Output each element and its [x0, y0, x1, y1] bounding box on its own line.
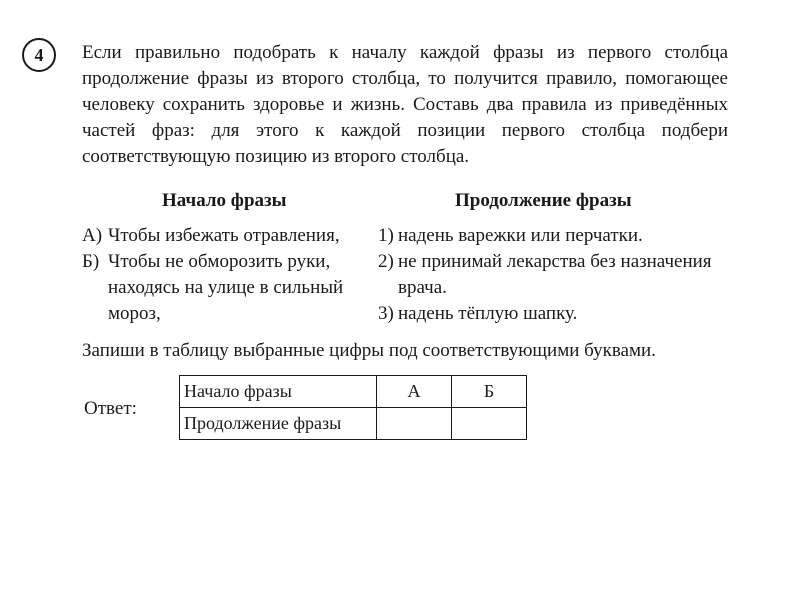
- answer-table: [179, 375, 527, 440]
- row-label-start: Начало фразы: [180, 376, 377, 408]
- right-item-2: [378, 249, 738, 301]
- row-label-continuation: Продолжение фразы: [180, 408, 377, 440]
- right-column-list: [378, 223, 738, 327]
- right-item-marker: 3): [378, 303, 394, 324]
- left-item-marker: А): [82, 225, 103, 246]
- right-item-text: надень тёплую шапку.: [398, 303, 578, 324]
- right-item-3: [378, 301, 738, 327]
- right-item-marker: 2): [378, 251, 394, 272]
- column-header-b: Б: [452, 376, 527, 408]
- left-column-list: [82, 223, 372, 327]
- column-header-a: А: [377, 376, 452, 408]
- task-text: Если правильно подобрать к началу каждой фразы из первого столбца продолжение фразы из второго столбца, то получится правило, помогающее человеку сохранить здоровье и жизнь. Составь два правила из приведённых частей фраз: для этого к каждой позиции первого столбца подбери соответствующую позицию из второго столбца.: [82, 42, 728, 167]
- left-item-text: Чтобы избежать отравления,: [108, 225, 340, 246]
- right-item-text: не принимай лекарства без назначения врача.: [398, 251, 712, 298]
- question-number: 4: [34, 44, 44, 65]
- left-item-b: [82, 249, 372, 327]
- answer-table-row: [180, 408, 527, 440]
- answer-label: Ответ:: [84, 398, 137, 419]
- left-item-text: Чтобы не обморозить руки, находясь на улице в сильный мороз,: [108, 251, 344, 324]
- left-item-a: [82, 223, 372, 249]
- right-item-marker: 1): [378, 225, 394, 246]
- question-number-badge: [22, 38, 56, 72]
- answer-cell-b[interactable]: [452, 408, 527, 440]
- right-item-1: [378, 223, 738, 249]
- left-item-marker: Б): [82, 251, 100, 272]
- answer-table-row: [180, 376, 527, 408]
- answer-cell-a[interactable]: [377, 408, 452, 440]
- left-column-header: Начало фразы: [162, 190, 287, 211]
- right-item-text: надень варежки или перчатки.: [398, 225, 643, 246]
- right-column-header: Продолжение фразы: [455, 190, 632, 211]
- instruction-text: Запиши в таблицу выбранные цифры под соответствующими буквами.: [82, 340, 656, 361]
